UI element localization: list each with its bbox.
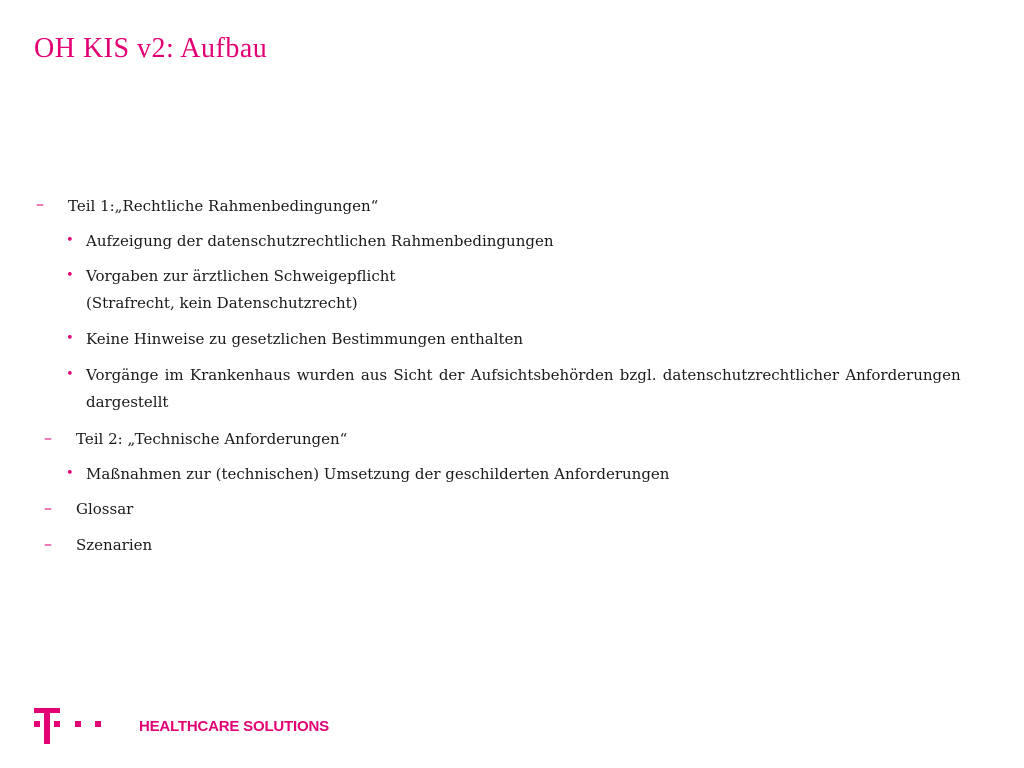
bullet-marker: •: [66, 331, 74, 346]
slide-title: OH KIS v2: Aufbau: [34, 33, 268, 64]
footer-brand: HEALTHCARE SOLUTIONS: [139, 718, 329, 735]
part2-bullet-1: Maßnahmen zur (technischen) Umsetzung der geschilderten Anforderungen: [86, 465, 670, 483]
scenarios-item: Szenarien: [76, 536, 153, 554]
dash-marker: –: [36, 194, 44, 213]
part1-bullet-2: Vorgaben zur ärztlichen Schweigepflicht: [86, 267, 396, 285]
part1-heading: Teil 1:„Rechtliche Rahmenbedingungen“: [68, 197, 379, 215]
bullet-marker: •: [66, 268, 74, 283]
bullet-marker: •: [66, 233, 74, 248]
part1-bullet-1: Aufzeigung der datenschutzrechtlichen Rahmenbedingungen: [86, 232, 554, 250]
part1-bullet-4: Vorgänge im Krankenhaus wurden aus Sicht der Aufsichtsbehörden bzgl. datenschutzrechtlicher Anforderungen: [86, 366, 961, 384]
dash-marker: –: [44, 428, 52, 447]
bullet-marker: •: [66, 367, 74, 382]
dash-marker: –: [44, 534, 52, 553]
bullet-marker: •: [66, 466, 74, 481]
part1-bullet-2-line2: (Strafrecht, kein Datenschutzrecht): [86, 294, 358, 312]
part2-heading: Teil 2: „Technische Anforderungen“: [76, 430, 348, 448]
part1-bullet-3: Keine Hinweise zu gesetzlichen Bestimmungen enthalten: [86, 330, 524, 348]
part1-bullet-4-line2: dargestellt: [86, 393, 169, 411]
dash-marker: –: [44, 498, 52, 517]
telekom-t-logo-icon: [34, 708, 106, 744]
glossary-item: Glossar: [76, 500, 134, 518]
